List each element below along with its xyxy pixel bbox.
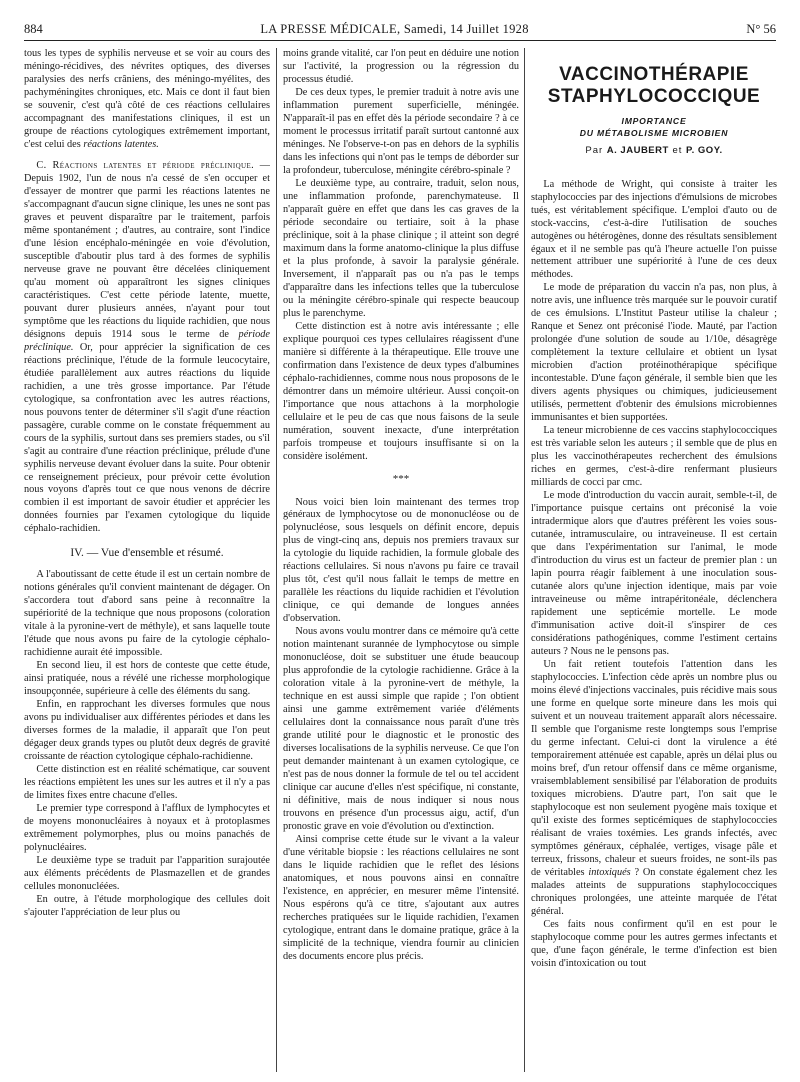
section-heading: IV. — Vue d'ensemble et résumé. [70,547,224,560]
article-title-line: STAPHYLOCOCCIQUE [547,85,761,107]
column-2 [283,48,519,1076]
subsection-heading: C. Réactions latentes et période préclinique. [36,159,255,171]
paragraph: Enfin, en rapprochant les diverses formules que nous avons pu individualiser aux différentes périodes et dans les diverses formes de la maladie, il apparaît que l'on peut dégager deux grands types ou plutôt deux degrés de gravité croissante de réaction cytologique céphalo-rachidienne. [24,698,270,762]
paragraph: La méthode de Wright, qui consiste à traiter les staphylococcies par des injections d'émulsions de microbes tués, est véritablement spécifique. L'emploi d'auto ou de stock-vaccins, c'est-à-dire l'utilisation de souches autogènes ou hétérogènes, donne des résultats sensiblement égaux et il ne semble pas qu'à l'heure actuelle l'on puisse nettement attribuer une supériorité à l'une de ces deux méthodes. [531,178,777,281]
paragraph [24,48,270,152]
article-subtitle-line: DU MÉTABOLISME MICROBIEN [579,128,729,139]
article-title [531,64,777,108]
article-subtitle [531,115,777,140]
paragraph: Le mode de préparation du vaccin n'a pas, non plus, à notre avis, une influence très marquée sur le pouvoir curatif de ces émulsions. L'Institut Pasteur utilise la chaleur ; Ranque et Senez ont préconisé l'iode. Mauté, par l'action prolongée d'une solution de soude au 1/10e, désagrège complètement la texture cellulaire et obtient un lysat microbien d'action protéinothérapique spécifique incontestable. D'une façon générale, il semble bien que les divers agents physiques ou chimiques, judicieusement utilisés, permettent d'obtenir des émulsions microbiennes immunisantes et bien supportées. [531,282,777,424]
article-title-line: VACCINOTHÉRAPIE [559,64,749,85]
column-1 [24,48,270,1076]
page-number: 884 [24,21,43,36]
paragraph-text: ? On constate également chez les malades atteints de suppurations staphylococciques chroniques prolongées, une atteinte marquée de l'état général. [531,866,777,917]
column-rule [524,48,525,1072]
paragraph: Cette distinction est à notre avis intéressante ; elle explique pourquoi ces types cellulaires réagissent d'une manière si différente à la thérapeutique. Elle trouve une confirmation dans l'existence de deux types d'albumines céphalo-rachidiennes, comme nous nous proposons de le démontrer dans un mémoire ultérieur. Aussi conçoit-on l'importance que nous attachons à la morphologie cellulaire et le peu de cas que nous faisons de la seule numération, souvent inexacte, d'une interprétation parfois trompeuse et toujours insuffisante si on la considère isolément. [283,320,519,462]
paragraph: En second lieu, il est hors de conteste que cette étude, ainsi pratiquée, nous a révélé une richesse morphologique insoupçonnée, supérieure à celle des éléments du sang. [24,659,270,697]
paragraph: Cette distinction est en réalité schématique, car souvent les réactions empiètent les unes sur les autres et il n'y a pas de limites fixes entre chacune d'elles. [24,763,270,801]
column-3 [531,48,777,1076]
article-authors [531,145,777,157]
paragraph-text: Or, pour apprécier la signification de ces réactions préclinique, l'étude de la formule leucocytaire, étudiée parallèlement aux autres réactions du liquide rachidien, a une très grosse importance. Par l'étude cytologique, sa confrontation avec les autres réactions, nous pouvons tenter de déterminer s'il s'agit d'une réaction passagère, curable comme on le constate fréquemment au cours de la syphilis, surtout dans ses premiers stades, ou s'il s'agit au contraire d'une réaction préclinique, prélude d'une syphilis nerveuse devant évoluer dans la suite. Pour obtenir ce renseignement précieux, pour prévoir cette évolution nous voyons d'après tout ce que nous venons de décrire combien il est important de savoir étudier et apprécier les données fournies par l'examen cytologique du liquide céphalo-rachidien. [24,341,270,535]
paragraph [531,659,777,919]
paragraph: Le premier type correspond à l'afflux de lymphocytes et de moyens mononucléaires à noyaux et à protoplasmes extrêmement polymorphes, plus ou moins panachés de polynucléaires. [24,802,270,853]
paragraph: moins grande vitalité, car l'on peut en déduire une notion sur l'activité, la progression ou la régression du processus étudié. [283,48,519,85]
article-subtitle-line: IMPORTANCE [621,115,687,126]
column-rule [276,48,277,1072]
paragraph: Le mode d'introduction du vaccin aurait, semble-t-il, de l'importance puisque certains ont préconisé la voie intradermique alors que d'autres préfèrent les voies sous-cutanée, intramusculaire, ou intraveineuse. Il est certain que dans l'expérimentation sur l'animal, le mode d'introduction du virus est un facteur de premier plan : un lapin pourra réagir faiblement à une inoculation sous-cutanée alors qu'une injection identique, mais par voie intraveineuse ou même intrapéritonéale, déclenchera rapidement une septicémie mortelle. Le mode d'immunisation active doit-il s'inspirer de ces considérations pathogéniques, comme l'estiment certains auteurs ? Nous ne le pensons pas. [531,490,777,658]
emphasis: intoxiqués [588,866,631,878]
paragraph: Ainsi comprise cette étude sur le vivant a la valeur d'une véritable biopsie : les réactions cellulaires ne sont dans le liquide rachidien que le reflet des lésions anatomiques, et nous pouvons ainsi en connaître l'existence, en apprécier, en mesurer même l'intensité. Nous espérons qu'à ce titre, s'ajoutant aux autres recherches pratiquées sur le liquide rachidien, l'examen cytologique, entrant dans le domaine pratique, grâce à la simplicité de la technique, viendra fournir au clinicien des documents encore plus précis. [283,834,519,962]
paragraph: En outre, à l'étude morphologique des cellules doit s'ajouter l'appréciation de leur plus ou [24,893,270,918]
byline-prefix: Par [585,144,604,156]
author-name: P. GOY. [686,144,723,156]
paragraph: De ces deux types, le premier traduit à notre avis une inflammation purement superficielle, méningée. N'apparaît-il pas en effet dès la période secondaire ? à ce moment le processus irritatif paraît surtout cantonné aux méninges. Ne l'observe-t-on pas en dehors de la syphilis dans les infections qui n'ont pas le temps de déborder sur la profondeur, tuberculose, méningite cérébro-spinale ? [283,86,519,176]
page-header [24,18,776,41]
emphasis: période préclinique. [24,328,270,353]
paragraph-text: — Depuis 1902, l'un de nous n'a cessé de s'en occuper et d'essayer de montrer que parmi les réactions latentes ne s'accompagnant d'aucun signe clinique, les unes ne sont pas graves et peuvent disparaître par le traitement, parfois même spontanément ; d'autres, au contraire, sont l'indice d'une lésion encéphalo-méningée en voie d'évolution, susceptible d'aboutir plus tard à des formes de syphilis nerveuse grave ne pouvant être décelées cliniquement qu'au moment où apparaîtront les signes cliniques caractéristiques. C'est cette période latente, muette, pouvant durer plusieurs années, n'ayant pour tout symptôme que les réactions du liquide rachidien, que nous désignons depuis 1914 sous le terme de [24,159,270,340]
asterism-divider: *** [392,472,410,485]
journal-title: LA PRESSE MÉDICALE, Samedi, 14 Juillet 1928 [260,21,529,36]
paragraph-text: Un fait retient toutefois l'attention dans les staphylococcies. L'infection cède après un nombre plus ou moins élevé d'injections vaccinales, puis récidive mais sous une forme en quelque sorte mineure dans les mois qui suivent et un nouveau traitement apparaît alors nécessaire. Il semble que l'organisme reste longtemps sous l'emprise du germe infectant. Celui-ci dont la virulence a été temporairement atténuée est capable, après un délai plus ou moins bref, d'un retour offensif dans ce même organisme, vraisemblablement sensibilisé par l'élaboration de produits toxiques microbiens. D'autre part, l'on sait que le staphylocoque est non seulement pyogène mais toxique et qu'il existe des formes septicémiques de staphylococcies réalisant de vraies toxémies. Les grands infectés, avec symptômes généraux, céphalée, vertiges, visage pâle et terreux, frissons, chaleur et sueurs froides, ne sont-ils pas de véritables [531,659,777,878]
byline-join: et [672,144,683,156]
paragraph: Nous avons voulu montrer dans ce mémoire qu'à cette notion maintenant surannée de lymphocytose ou simple mononucléose, doit se substituer une étude beaucoup plus approfondie de la cytologie rachidienne. Grâce à la coloration vitale à la pyronine-vert de méthyle, la technique en est aussi simple que rapide ; l'on obtient ainsi une gamme extrêmement variée d'éléments cellulaires dont la connaissance nous paraît d'une très grande utilité pour le diagnostic et le pronostic des diverses localisations de la syphilis nerveuse. Ce que l'on peut demander maintenant à un examen cytologique, ce n'est pas de nous donner la formule de tel ou tel accident clinique car aucune d'elles n'est spécifique, ni constante, ni définitive, mais de nous indiquer si nous nous trouvons en présence d'un processus aigu, actif, d'un pronostic grave en voie d'évolution ou d'extinction. [283,626,519,833]
paragraph: Le deuxième type, au contraire, traduit, selon nous, une inflammation profonde, parenchymateuse. Il n'apparaît guère en effet que dans les cas graves de la période secondaire ou tertiaire, soit à la phase préclinique, soit à la phase clinique ; il atteint son degré maximum dans la forme anatomo-clinique la plus diffuse et la plus profonde, à savoir la paralysie générale. Inversement, il n'apparaît pas ou n'a pas le temps d'apparaître dans les infections telles que la tuberculose ou la méningite cérébro-spinale qui respecte beaucoup plus le parenchyme. [283,177,519,319]
emphasis: réactions latentes. [83,138,159,150]
paragraph [24,160,270,537]
paragraph: Le deuxième type se traduit par l'apparition surajoutée aux éléments précédents de Plasmazellen et de grandes cellules mononucléées. [24,854,270,892]
paragraph: A l'aboutissant de cette étude il est un certain nombre de notions générales qu'il convient maintenant de dégager. On s'accordera tout d'abord sans peine à reconnaître la supériorité de la technique que nous proposons (coloration vitale à la pyronine-vert de méthyle), et sans laquelle toute l'étude que nous avons pu faire de la cytologie céphalo-rachidienne aurait été impossible. [24,568,270,658]
issue-number: N° 56 [746,21,776,36]
paragraph: Ces faits nous confirment qu'il en est pour le staphylocoque comme pour les autres germes infectants et que, d'une façon générale, le terme d'infection est bien voisin d'intoxication ou tout [531,918,777,969]
paragraph: Nous voici bien loin maintenant des termes trop généraux de lymphocytose ou de mononucléose ou de polynucléose, sous lesquels on définit encore, depuis plus de vingt-cinq ans, depuis nos premiers travaux sur la cytologie du liquide rachidien, la formule globale des réactions cellulaires. Si nous n'avons pu faire ce travail plus tôt, c'est qu'il nous fallait le temps de mettre en parallèle les réactions du liquide rachidien et l'évolution clinique, ce qui demande de longues années d'observation. [283,496,519,625]
paragraph-text: tous les types de syphilis nerveuse et se voir au cours des méningo-récidives, des névrites optiques, des diverses paralysies des nerfs crâniens, des méningo-myélites, des pachyméningites chroniques, etc. Mais ce dont il faut bien se souvenir, c'est qu'à côté de ces réactions cellulaires accompagnant des manifestations cliniques, il est un groupe de réactions cytologiques extrêmement important, c'est celui des [24,48,270,150]
paragraph: La teneur microbienne de ces vaccins staphylococciques est très variable selon les auteurs ; il semble que de plus en plus les vaccinothérapeutes recherchent des émulsions riches en germes, c'est-à-dire renfermant plusieurs milliards de cocci par cmc. [531,425,777,489]
author-name: A. JAUBERT [606,144,669,156]
